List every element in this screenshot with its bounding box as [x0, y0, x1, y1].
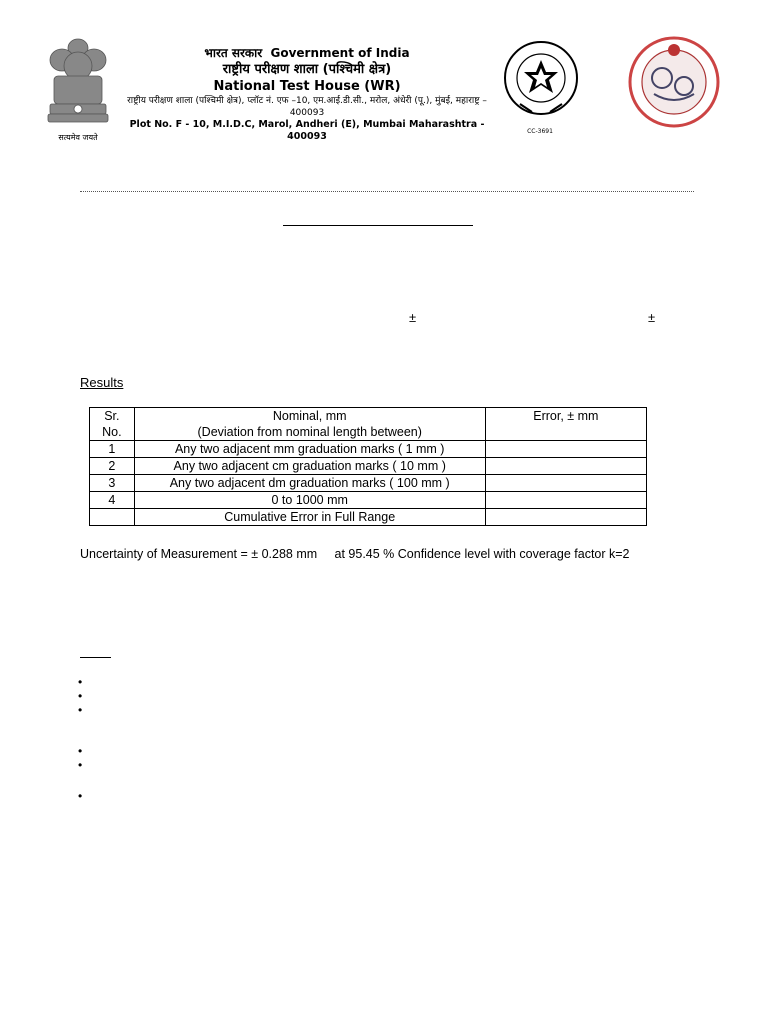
column-header-error: Error, ± mm [485, 408, 646, 441]
results-heading: Results [80, 375, 124, 390]
table-row [90, 492, 647, 509]
row-nominal: 0 to 1000 mm [134, 492, 485, 509]
results-table [89, 407, 647, 526]
table-row [90, 475, 647, 492]
row-nominal: Any two adjacent cm graduation marks ( 10 mm ) [134, 458, 485, 475]
row-sr: 3 [90, 475, 135, 492]
letterhead [112, 46, 502, 143]
row-nominal: Cumulative Error in Full Range [134, 509, 485, 526]
header-divider [80, 191, 694, 192]
emblem-motto: सत्यमेव जयते [58, 133, 98, 142]
government-line [112, 46, 502, 61]
hindi-government: भारत सरकार [204, 46, 263, 60]
column-header-sr: Sr. No. [90, 408, 135, 441]
national-test-house-logo-icon [628, 36, 720, 128]
row-error [485, 458, 646, 475]
row-nominal: Any two adjacent dm graduation marks ( 100 mm ) [134, 475, 485, 492]
national-emblem-icon [40, 36, 116, 146]
row-sr [90, 509, 135, 526]
title-underline [283, 225, 473, 226]
plus-minus-symbol: ± [648, 310, 656, 325]
row-sr: 2 [90, 458, 135, 475]
uncertainty-statement: Uncertainty of Measurement = ± 0.288 mm at 95.45 % Confidence level with coverage factor k=2 [80, 547, 630, 561]
table-row [90, 458, 647, 475]
bullet-icon: • [78, 789, 83, 803]
accreditation-code: CC-3691 [527, 128, 553, 135]
row-sr: 1 [90, 441, 135, 458]
table-row [90, 509, 647, 526]
row-error [485, 441, 646, 458]
hindi-organization: राष्ट्रीय परीक्षण शाला (पश्चिमी क्षेत्र) [222, 62, 392, 77]
row-nominal: Any two adjacent mm graduation marks ( 1 mm ) [134, 441, 485, 458]
column-header-nominal: Nominal, mm (Deviation from nominal length between) [134, 408, 485, 441]
bullet-icon: • [78, 703, 83, 717]
table-row [90, 441, 647, 458]
row-sr: 4 [90, 492, 135, 509]
hindi-address: राष्ट्रीय परीक्षण शाला (पश्चिमी क्षेत्र), प्लॉट नं. एफ –10, एम.आई.डी.सी., मरोल, अंधेरी (पू.), मुंबई, महाराष्ट्र – 400093 [127, 96, 487, 118]
notes-underline [80, 657, 111, 658]
bullet-icon: • [78, 758, 83, 772]
bullet-icon: • [78, 675, 83, 689]
table-header-row [90, 408, 647, 441]
plus-minus-symbol: ± [409, 310, 417, 325]
address: Plot No. F - 10, M.I.D.C, Marol, Andheri (E), Mumbai Maharashtra - 400093 [129, 119, 485, 142]
bullet-icon: • [78, 689, 83, 703]
organization-name: National Test House (WR) [213, 79, 401, 94]
government-name: Government of India [270, 46, 410, 60]
bullet-icon: • [78, 744, 83, 758]
row-error [485, 475, 646, 492]
accreditation-seal-icon [502, 38, 580, 126]
row-error [485, 492, 646, 509]
row-error [485, 509, 646, 526]
